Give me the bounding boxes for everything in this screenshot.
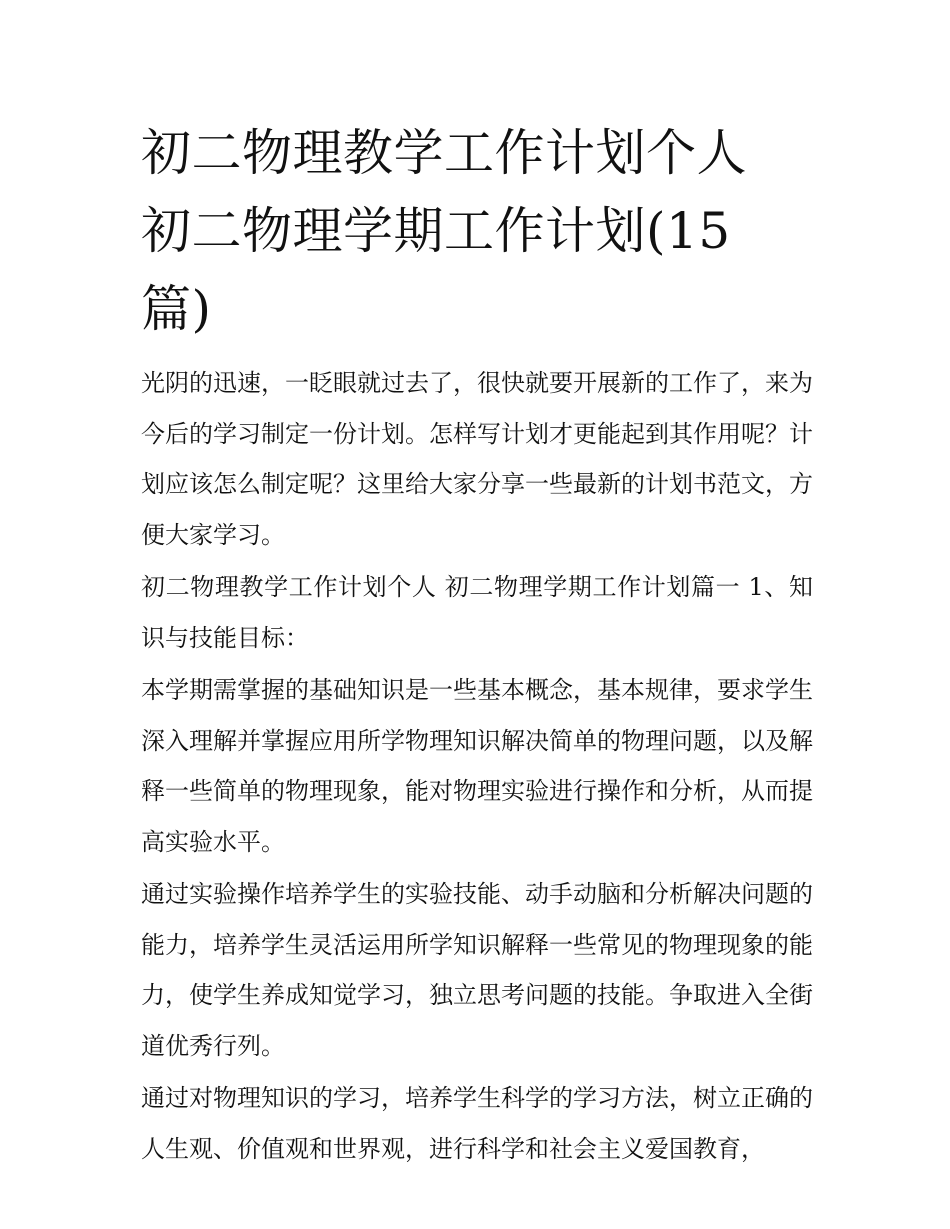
paragraph-intro: 光阴的迅速，一眨眼就过去了，很快就要开展新的工作了，来为今后的学习制定一份计划。怎样写计划才更能起到其作用呢？计划应该怎么制定呢？这里给大家分享一些最新的计划书范文，方便大家学习。	[141, 369, 813, 549]
paragraph-section-heading: 初二物理教学工作计划个人 初二物理学期工作计划篇一 1、知识与技能目标：	[141, 573, 813, 652]
paragraph-skills-goals: 通过实验操作培养学生的实验技能、动手动脑和分析解决问题的能力，培养学生灵活运用所学知识解释一些常见的物理现象的能力，使学生养成知觉学习，独立思考问题的技能。争取进入全街道优秀行列。	[141, 880, 813, 1060]
paragraph-knowledge-goals: 本学期需掌握的基础知识是一些基本概念，基本规律，要求学生深入理解并掌握应用所学物理知识解决简单的物理问题，以及解释一些简单的物理现象，能对物理实验进行操作和分析，从而提高实验水平。	[141, 676, 813, 856]
document-title: 初二物理教学工作计划个人 初二物理学期工作计划(15 篇)	[141, 124, 747, 338]
document-body	[141, 114, 813, 1176]
paragraph-values-goals: 通过对物理知识的学习，培养学生科学的学习方法，树立正确的人生观、价值观和世界观，进行科学和社会主义爱国教育，	[141, 1084, 813, 1163]
